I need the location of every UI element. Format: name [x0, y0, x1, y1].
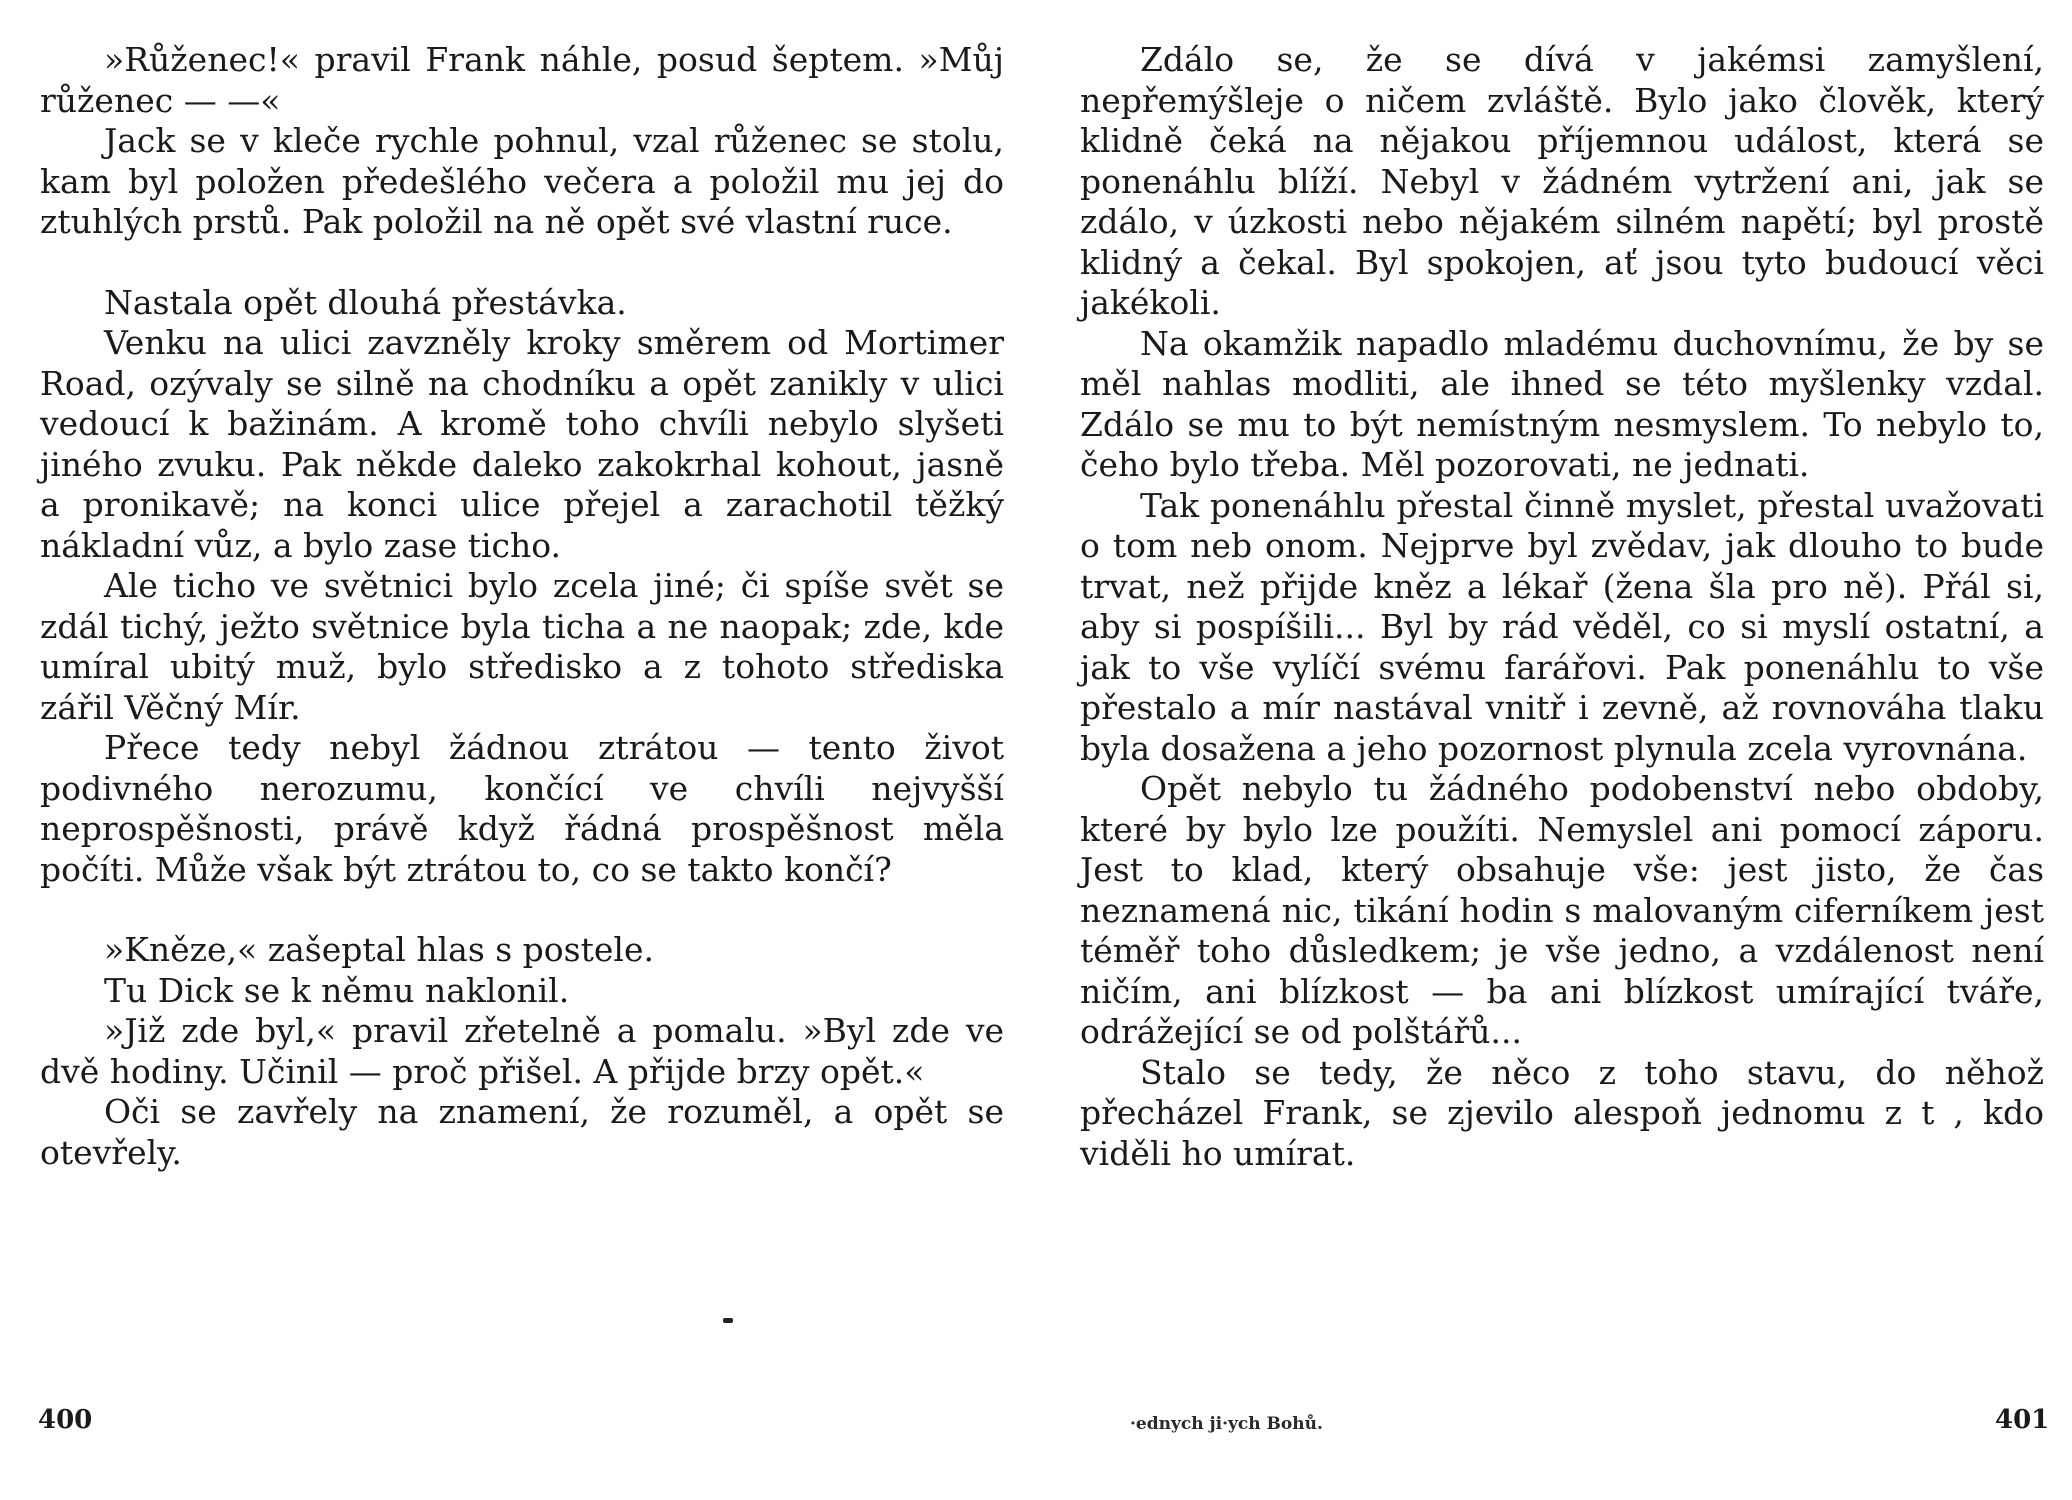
- left-page: [40, 40, 1004, 1390]
- paragraph: Tu Dick se k němu naklonil.: [104, 970, 570, 1010]
- paragraph: »Kněze,« zašeptal hlas s postele.: [104, 930, 654, 969]
- right-page: [1080, 40, 2044, 1390]
- paragraph: Oči se zavřely na znamení, že rozuměl, a opět se otevřely.: [40, 1092, 1004, 1172]
- paragraph: »Růženec!« pravil Frank náhle, posud šeptem. »Můj růženec — —«: [40, 40, 1004, 120]
- paragraph: Opět nebylo tu žádného podobenství nebo obdoby, které by bylo lze použíti. Nemyslel ani pomocí záporu. Jest to klad, který obsahuje vše: jest jisto, že čas neznamená nic, tikání hodin s malovaným ciferníkem jest téměř toho důsledkem; je vše jedno, a vzdálenost není ničím, ani blízkost — ba ani blízkost umírající tváře, odrážející se od polštářů...: [1080, 769, 2044, 1051]
- paragraph: »Již zde byl,« pravil zřetelně a pomalu. »Byl zde ve dvě hodiny. Učinil — proč přišel. A přijde brzy opět.«: [40, 1011, 1004, 1091]
- page-number-right: 401: [1995, 1405, 2050, 1435]
- left-page-text: [40, 40, 1004, 1173]
- right-page-text: [1080, 40, 2044, 1174]
- paragraph: Na okamžik napadlo mladému duchovnímu, že by se měl nahlas modliti, ale ihned se této myšlenky vzdal. Zdálo se mu to být nemístným nesmyslem. To nebylo to, čeho bylo třeba. Měl pozorovati, ne jednati.: [1080, 323, 2044, 484]
- paragraph: Zdálo se, že se dívá v jakémsi zamyšlení, nepřemýšleje o ničem zvláště. Bylo jako člověk, který klidně čeká na nějakou příjemnou událost, která se ponenáhlu blíží. Nebyl v žádném vytržení ani, jak se zdálo, v úzkosti nebo nějakém silném napětí; byl prostě klidný a čekal. Byl spokojen, ať jsou tyto budoucí věci jakékoli.: [1080, 40, 2044, 322]
- paragraph: Ale ticho ve světnici bylo zcela jiné; či spíše svět se zdál tichý, ježto světnice byla ticha a ne naopak; zde, kde umíral ubitý muž, bylo středisko a z tohoto střediska zářil Věčný Mír.: [40, 566, 1004, 727]
- paragraph: Přece tedy nebyl žádnou ztrátou — tento život podivného nerozumu, končící ve chvíli nejvyšší neprospěšnosti, právě když řádná prospěšnost měla počíti. Může však být ztrátou to, co se takto končí?: [40, 728, 1004, 889]
- page-number-left: 400: [38, 1405, 93, 1435]
- paragraph: Tak ponenáhlu přestal činně myslet, přestal uvažovati o tom neb onom. Nejprve byl zvědav, jak dlouho to bude trvat, než přijde kněz a lékař (žena šla pro ně). Přál si, aby si pospíšili... Byl by rád věděl, co si myslí ostatní, a jak to vše vylíčí svému farářovi. Pak ponenáhlu to vše přestalo a mír nastával vnitř i zevně, až rovnováha tlaku byla dosažena a jeho pozornost plynula zcela vyrovnána.: [1080, 485, 2044, 768]
- paragraph: Venku na ulici zavzněly kroky směrem od Mortimer Road, ozývaly se silně na chodníku a opět zanikly v ulici vedoucí k bažinám. A kromě toho chvíli nebylo slyšeti jiného zvuku. Pak někde daleko zakokrhal kohout, jasně a pronikavě; na konci ulice přejel a zarachotil těžký nákladní vůz, a bylo zase ticho.: [40, 323, 1004, 565]
- running-footer: ·ednych ji·ych Bohů.: [1130, 1414, 1323, 1434]
- ink-fleck: [723, 1318, 733, 1323]
- paragraph: Stalo se tedy, že něco z toho stavu, do něhož přecházel Frank, se zjevilo alespoň jednomu z t , kdo viděli ho umírat.: [1080, 1052, 2044, 1173]
- paragraph: Nastala opět dlouhá přestávka.: [104, 282, 627, 322]
- paragraph: Jack se v kleče rychle pohnul, vzal růženec se stolu, kam byl položen předešlého večera a položil mu jej do ztuhlých prstů. Pak položil na ně opět své vlastní ruce.: [40, 121, 1004, 241]
